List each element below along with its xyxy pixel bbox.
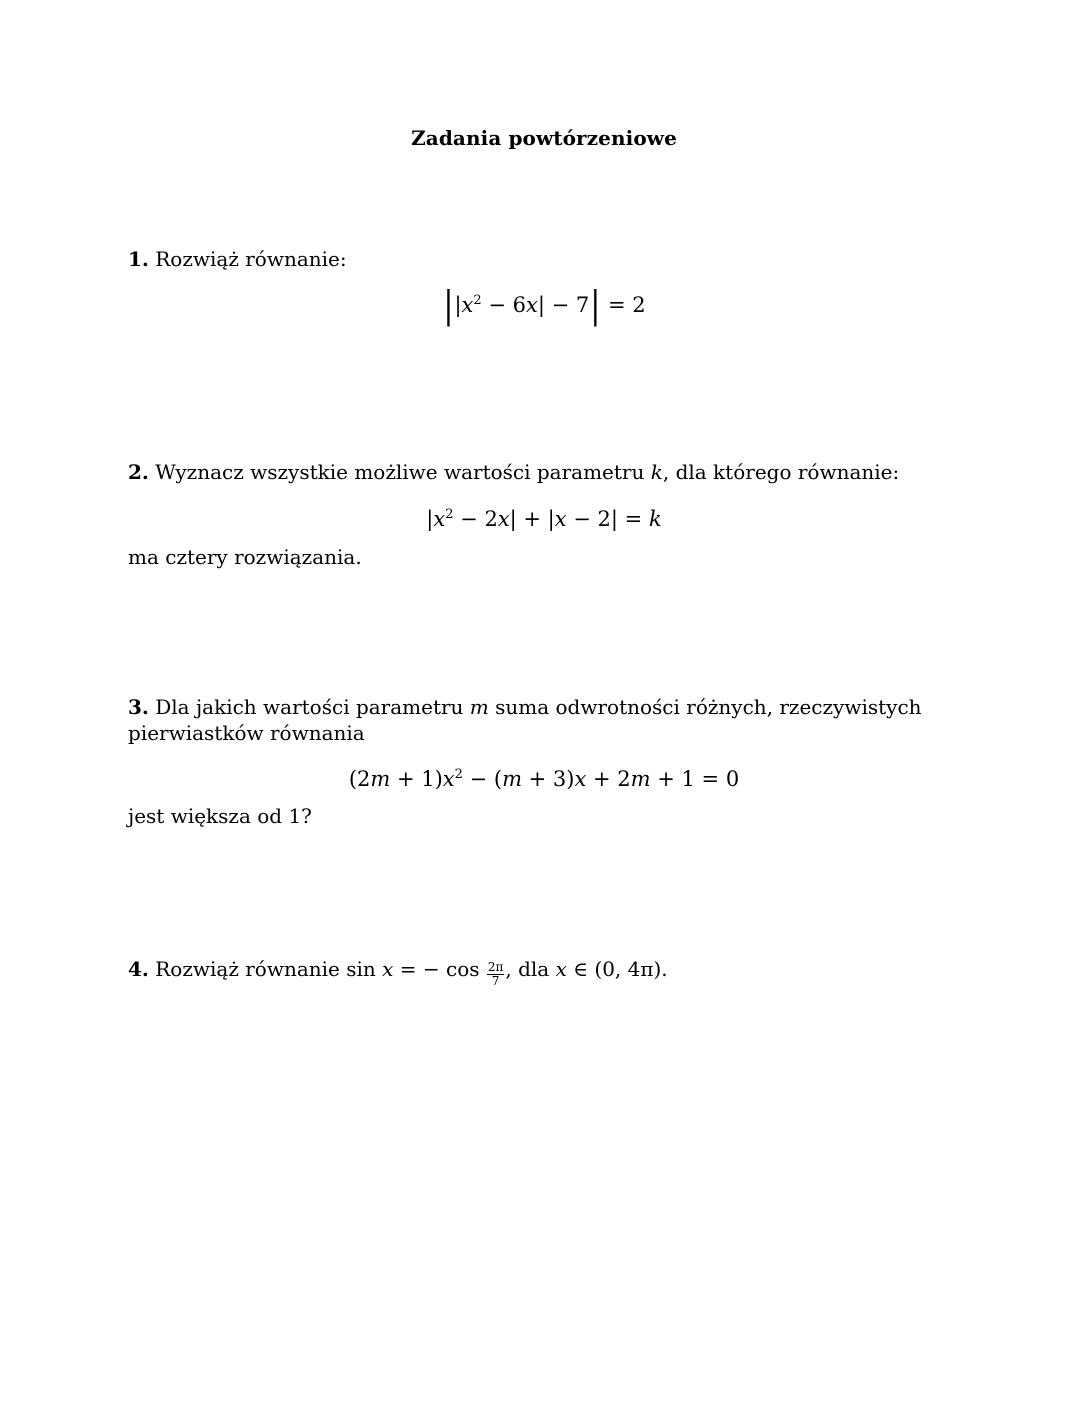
variable: x — [442, 767, 455, 791]
fraction — [487, 961, 505, 988]
problem-text: Dla jakich wartości parametru — [155, 695, 470, 719]
problem-1-equation: $||x^2 - 6x| - 7| = 2$ — [443, 283, 646, 328]
variable: x — [433, 507, 446, 531]
equation-part: − ( — [462, 767, 503, 791]
equation-part: + 3) — [521, 767, 575, 791]
problem-text: , dla którego równanie: — [662, 460, 900, 484]
problem-4-statement — [128, 956, 968, 988]
variable: x — [554, 507, 567, 531]
problem-2-outro: ma cztery rozwiązania. — [128, 545, 362, 569]
problem-text: ∈ (0, 4π). — [566, 957, 668, 981]
fraction-denominator: 7 — [491, 974, 500, 988]
problem-number: 4. — [128, 957, 149, 981]
problem-text: , dla — [505, 957, 556, 981]
problem-number: 2. — [128, 460, 149, 484]
problem-3-equation — [0, 767, 1088, 791]
abs-bar: | — [443, 283, 454, 328]
problem-text: Rozwiąż równanie: — [155, 247, 347, 271]
equation-part: | — [537, 293, 545, 317]
equation-part: − 2 — [453, 507, 498, 531]
variable: x — [574, 767, 587, 791]
problem-3-statement — [128, 694, 968, 746]
problem-2-equation — [0, 507, 1088, 531]
problem-text: = − cos — [393, 957, 486, 981]
equation-part: (2 — [348, 767, 371, 791]
equation-part: + 1) — [390, 767, 443, 791]
variable: x — [382, 957, 394, 981]
equation-part: − 6 — [481, 293, 526, 317]
variable: x — [555, 957, 567, 981]
equation-part: + 2 — [586, 767, 631, 791]
parameter: m — [630, 767, 651, 791]
exponent: 2 — [445, 507, 454, 522]
problem-text: Rozwiąż równanie sin — [155, 957, 383, 981]
problem-text: suma odwrotności różnych, rzeczywistych pierwiastków równania — [128, 695, 922, 745]
equation-part: | + | — [509, 507, 555, 531]
fraction-numerator: 2π — [487, 960, 504, 974]
parameter: m — [502, 767, 522, 791]
parameter: m — [370, 767, 391, 791]
variable: x — [497, 507, 510, 531]
problem-3-outro: jest większa od 1? — [128, 804, 312, 828]
problem-text: Wyznacz wszystkie możliwe wartości parametru — [155, 460, 651, 484]
parameter: k — [648, 507, 662, 531]
equation-part: | — [426, 507, 434, 531]
exponent: 2 — [473, 293, 482, 308]
variable: x — [525, 293, 538, 317]
problem-number: 3. — [128, 695, 149, 719]
parameter: k — [650, 460, 663, 484]
equation-part: + 1 = 0 — [650, 767, 740, 791]
equation-part: = 2 — [601, 293, 646, 317]
problem-number: 1. — [128, 247, 149, 271]
problem-2-statement — [128, 459, 968, 485]
equation-part: − 2| = — [566, 507, 649, 531]
parameter: m — [469, 695, 489, 719]
equation-part: − 7 — [544, 293, 590, 317]
abs-bar: | — [590, 283, 601, 328]
page-title: Zadania powtórzeniowe — [411, 126, 677, 150]
problem-1-statement — [128, 246, 968, 272]
variable: x — [461, 293, 474, 317]
exponent: 2 — [454, 767, 463, 782]
